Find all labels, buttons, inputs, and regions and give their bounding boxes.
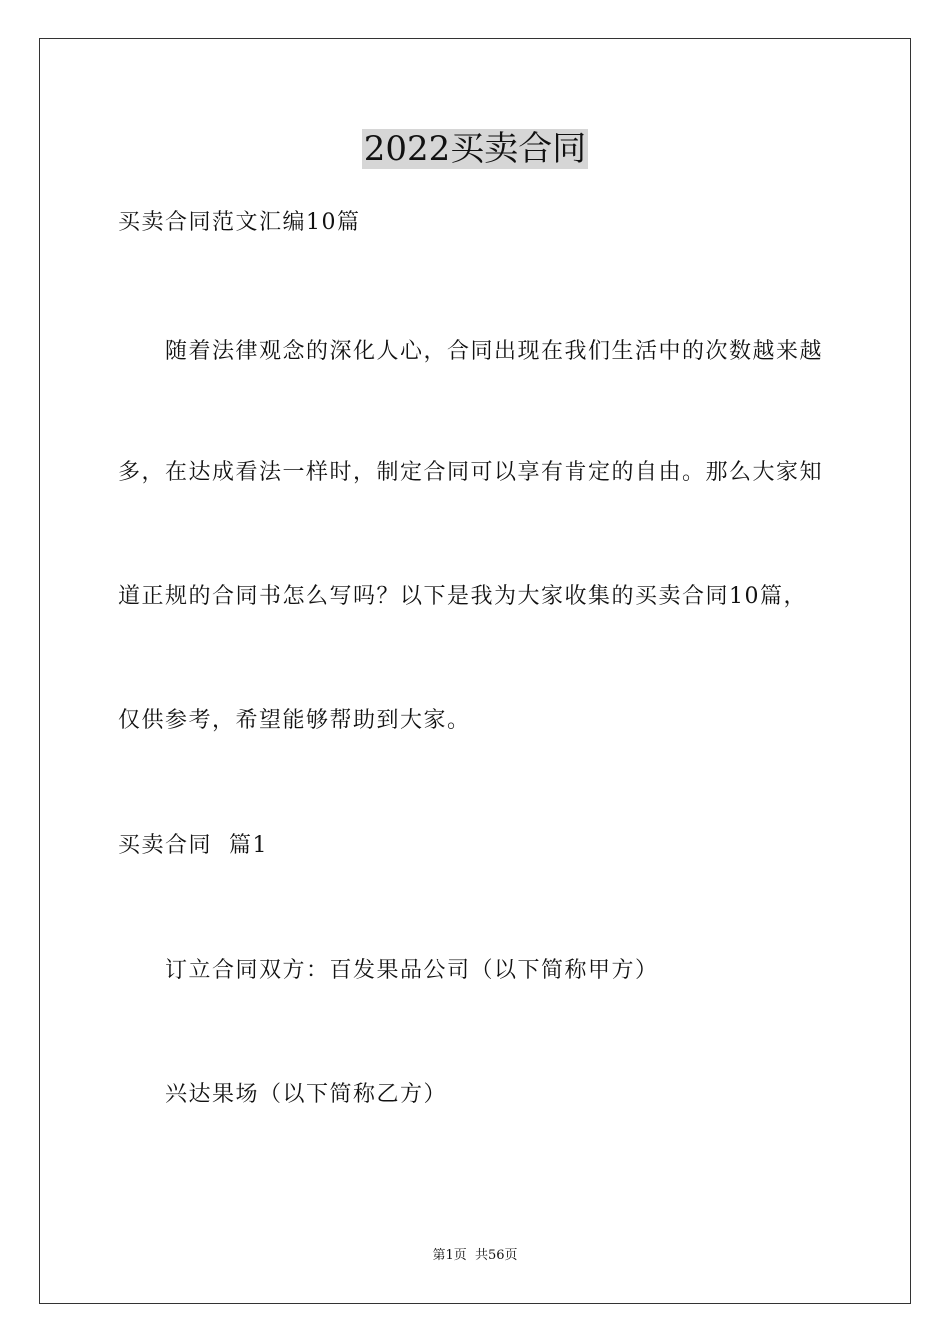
intro-line-4: 仅供参考，希望能够帮助到大家。 (118, 708, 471, 733)
intro-line-1: 随着法律观念的深化人心，合同出现在我们生活中的次数越来越 (165, 339, 824, 364)
document-title-text: 2022买卖合同 (363, 129, 587, 169)
document-subtitle: 买卖合同范文汇编10篇 (118, 210, 361, 235)
page-footer: 第1页 共56页 (432, 1248, 518, 1263)
document-title (0, 124, 950, 174)
intro-line-3: 道正规的合同书怎么写吗？以下是我为大家收集的买卖合同10篇， (118, 584, 807, 609)
party-line-1: 订立合同双方：百发果品公司（以下简称甲方） (165, 958, 659, 983)
party-line-2: 兴达果场（以下简称乙方） (165, 1082, 448, 1107)
intro-line-2: 多，在达成看法一样时，制定合同可以享有肯定的自由。那么大家知 (118, 460, 824, 485)
section-heading: 买卖合同 篇1 (118, 833, 268, 858)
